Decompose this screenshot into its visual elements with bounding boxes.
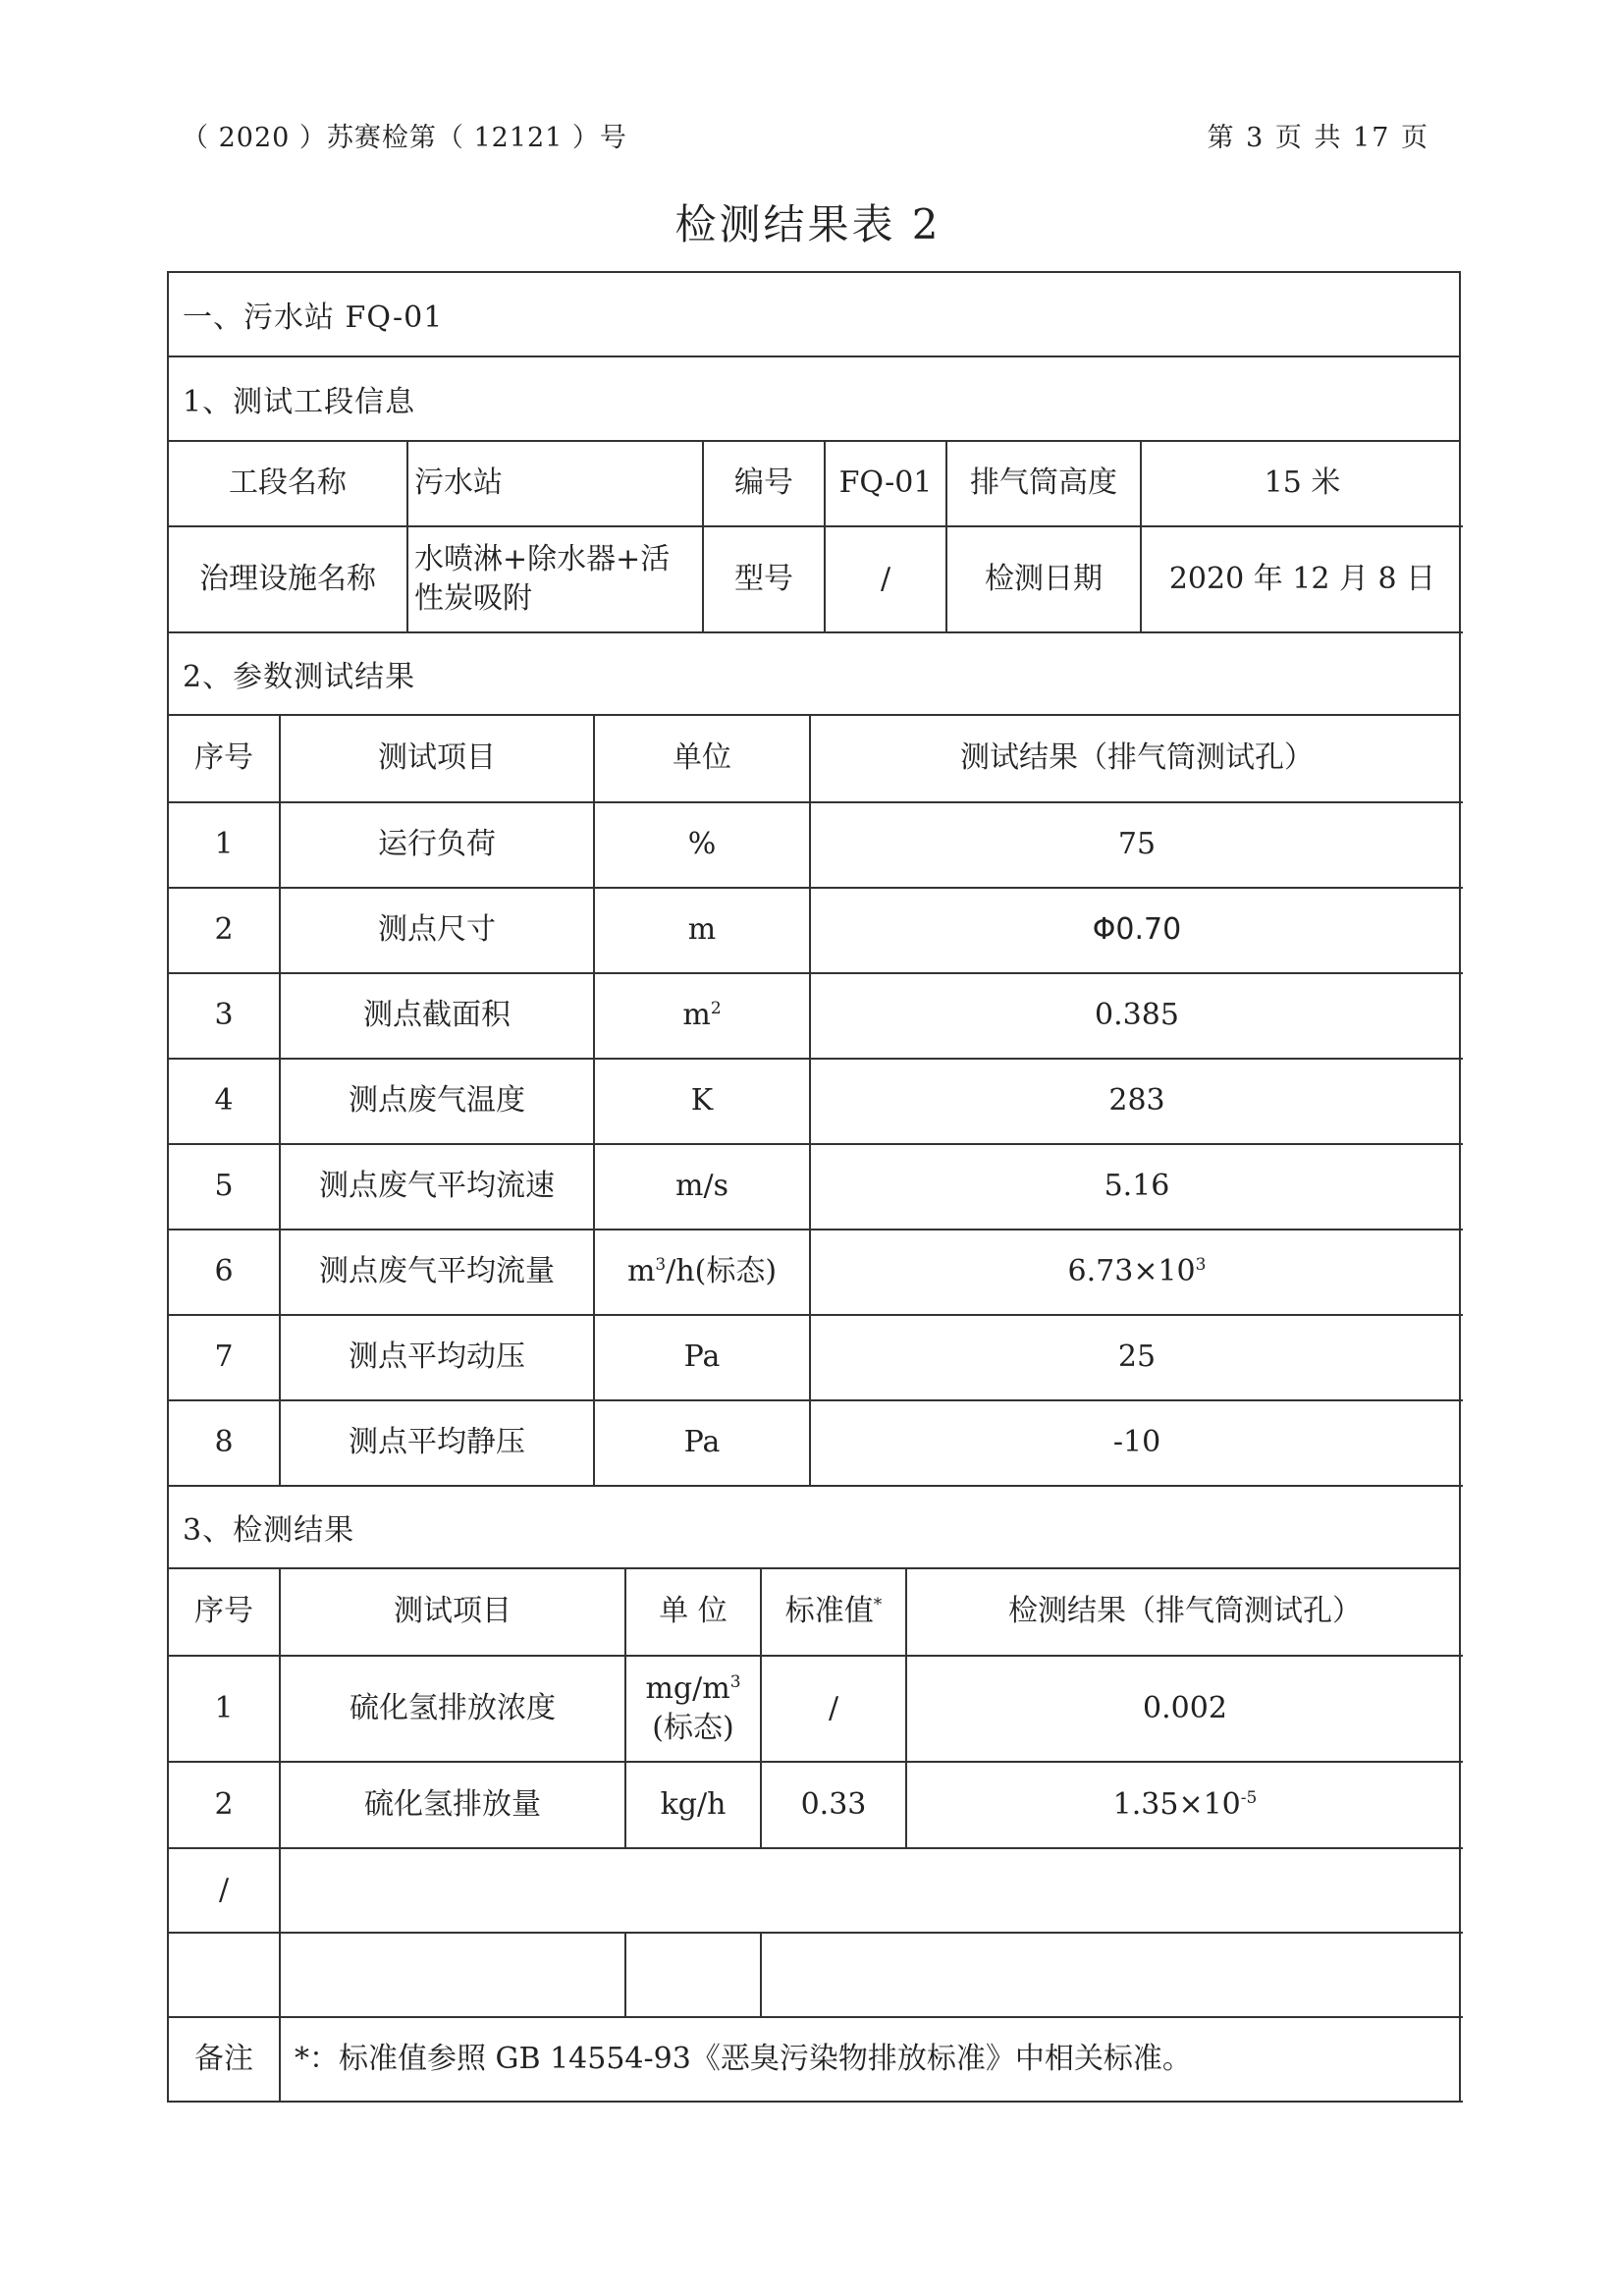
info-value: FQ-01 — [825, 442, 946, 526]
table-row — [169, 1059, 1463, 1144]
table-row — [169, 1315, 1463, 1400]
unit — [625, 1656, 761, 1762]
section-title: 一、污水站 FQ-01 — [169, 273, 1459, 357]
column-header: 单位 — [594, 716, 810, 802]
remark-text: *：标准值参照 GB 14554-93《恶臭污染物排放标准》中相关标准。 — [280, 2017, 1463, 2102]
result-value: 75 — [810, 802, 1463, 888]
remark-row — [169, 2017, 1463, 2102]
column-header: 序号 — [169, 716, 280, 802]
unit: Pa — [594, 1400, 810, 1486]
standard-value: 0.33 — [761, 1762, 906, 1848]
test-item: 测点废气平均流速 — [280, 1144, 594, 1230]
table-row — [169, 1762, 1463, 1848]
unit: kg/h — [625, 1762, 761, 1848]
unit-superscript: 2 — [710, 999, 722, 1019]
column-header: 测试结果（排气筒测试孔） — [810, 716, 1463, 802]
test-item: 硫化氢排放浓度 — [280, 1656, 625, 1762]
row-number: 3 — [169, 973, 280, 1059]
document-title: 检测结果表 2 — [674, 200, 942, 248]
table-row — [169, 1230, 1463, 1315]
result-value: Φ0.70 — [810, 888, 1463, 973]
empty-cell — [280, 1848, 1463, 1933]
row-number: 4 — [169, 1059, 280, 1144]
column-header — [761, 1569, 906, 1656]
page-indicator: 第 3 页 共 17 页 — [1207, 123, 1429, 153]
info-row — [169, 526, 1463, 632]
test-item: 运行负荷 — [280, 802, 594, 888]
info-row — [169, 442, 1463, 526]
test-item: 测点废气平均流量 — [280, 1230, 594, 1315]
unit-text: m — [682, 998, 711, 1033]
table-row — [169, 802, 1463, 888]
row-number: 1 — [169, 802, 280, 888]
unit-superscript: 3 — [655, 1255, 667, 1276]
info-label: 型号 — [703, 526, 825, 632]
result-value: 283 — [810, 1059, 1463, 1144]
header-text: 标准值 — [784, 1594, 874, 1629]
test-item: 测点尺寸 — [280, 888, 594, 973]
table-row — [169, 973, 1463, 1059]
info-label: 治理设施名称 — [169, 526, 407, 632]
unit-text: /h(标态) — [666, 1254, 778, 1289]
standard-value: / — [761, 1656, 906, 1762]
info-value: 15 米 — [1141, 442, 1463, 526]
test-item: 硫化氢排放量 — [280, 1762, 625, 1848]
info-label: 工段名称 — [169, 442, 407, 526]
info-heading: 1、测试工段信息 — [169, 357, 1459, 442]
table-header-row — [169, 716, 1463, 802]
results-heading: 3、检测结果 — [169, 1485, 1459, 1569]
result-exponent: -5 — [1240, 1787, 1258, 1808]
column-header: 序号 — [169, 1569, 280, 1656]
result-value: 0.002 — [906, 1656, 1463, 1762]
empty-cell — [625, 1933, 761, 2017]
unit — [594, 973, 810, 1059]
unit-text: m — [626, 1254, 656, 1289]
result-value: 0.385 — [810, 973, 1463, 1059]
params-table — [169, 716, 1463, 1487]
report-number: （ 2020 ）苏赛检第（ 12121 ）号 — [182, 123, 627, 153]
table-row — [169, 1848, 1463, 1933]
table-row — [169, 1144, 1463, 1230]
column-header: 测试项目 — [280, 716, 594, 802]
info-label: 编号 — [703, 442, 825, 526]
result-text: 1.35×10 — [1112, 1786, 1241, 1822]
unit-text: (标态) — [652, 1711, 734, 1745]
test-item: 测点截面积 — [280, 973, 594, 1059]
unit-superscript: 3 — [729, 1671, 741, 1692]
remark-label: 备注 — [169, 2017, 280, 2102]
empty-cell — [761, 1933, 1463, 2017]
table-row — [169, 888, 1463, 973]
unit: K — [594, 1059, 810, 1144]
row-number: 8 — [169, 1400, 280, 1486]
table-header-row — [169, 1569, 1463, 1656]
table-row — [169, 1400, 1463, 1486]
info-value: 污水站 — [407, 442, 703, 526]
row-number: 1 — [169, 1656, 280, 1762]
unit: m/s — [594, 1144, 810, 1230]
result-value: 5.16 — [810, 1144, 1463, 1230]
result-exponent: 3 — [1195, 1255, 1207, 1276]
row-number: 6 — [169, 1230, 280, 1315]
standard-footnote-mark: * — [873, 1595, 883, 1615]
info-value: 水喷淋+除水器+活性炭吸附 — [407, 526, 703, 632]
column-header: 测试项目 — [280, 1569, 625, 1656]
row-number: 2 — [169, 1762, 280, 1848]
info-label: 排气筒高度 — [946, 442, 1141, 526]
unit-text: mg/m — [645, 1670, 730, 1706]
result-value: -10 — [810, 1400, 1463, 1486]
column-header: 检测结果（排气筒测试孔） — [906, 1569, 1463, 1656]
column-header: 单 位 — [625, 1569, 761, 1656]
table-row — [169, 1933, 1463, 2017]
params-heading: 2、参数测试结果 — [169, 631, 1459, 716]
unit: Pa — [594, 1315, 810, 1400]
result-value — [810, 1230, 1463, 1315]
unit: m — [594, 888, 810, 973]
test-item: 测点废气温度 — [280, 1059, 594, 1144]
unit: % — [594, 802, 810, 888]
info-table — [169, 442, 1463, 633]
report-frame — [167, 271, 1461, 2103]
info-value: / — [825, 526, 946, 632]
result-text: 6.73×10 — [1067, 1254, 1196, 1289]
unit — [594, 1230, 810, 1315]
result-value: 25 — [810, 1315, 1463, 1400]
results-table — [169, 1569, 1463, 2103]
info-label: 检测日期 — [946, 526, 1141, 632]
empty-cell — [169, 1933, 280, 2017]
test-item: 测点平均动压 — [280, 1315, 594, 1400]
table-row — [169, 1656, 1463, 1762]
row-number: 7 — [169, 1315, 280, 1400]
row-number: 5 — [169, 1144, 280, 1230]
info-value: 2020 年 12 月 8 日 — [1141, 526, 1463, 632]
empty-cell — [280, 1933, 625, 2017]
row-number: 2 — [169, 888, 280, 973]
row-number: / — [169, 1848, 280, 1933]
test-item: 测点平均静压 — [280, 1400, 594, 1486]
result-value — [906, 1762, 1463, 1848]
